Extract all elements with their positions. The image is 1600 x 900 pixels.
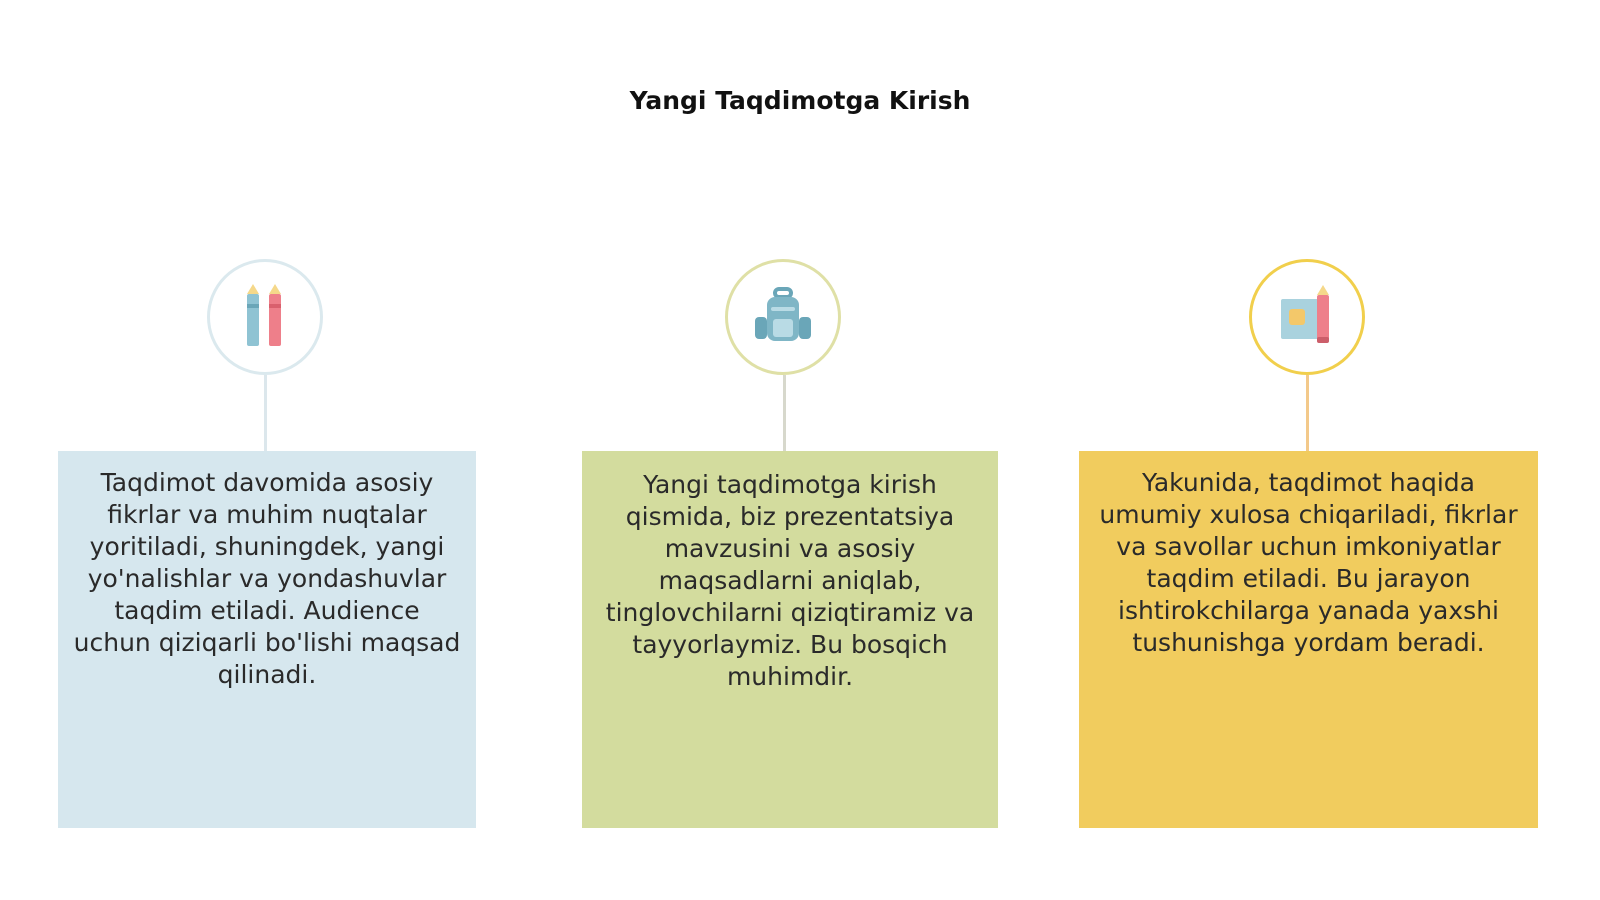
icon-circle-3 [1249,259,1365,375]
icon-circle-2 [725,259,841,375]
info-card-3 [1079,451,1538,828]
slide-title: Yangi Taqdimotga Kirish [629,86,971,115]
pencils-icon [235,282,295,352]
backpack-icon [751,285,815,349]
picture-pencil-icon [1277,285,1337,349]
card-text-2: Yangi taqdimotga kirish qismida, biz prezentatsiya mavzusini va asosiy maqsadlarni aniqlab, tinglovchilarni qiziqtiramiz va tayyorlaymiz. Bu bosqich muhimdir. [605,470,975,691]
connector-line-1 [264,375,267,451]
connector-line-2 [783,375,786,451]
info-card-1 [58,451,476,828]
connector-line-3 [1306,375,1309,451]
card-text-1: Taqdimot davomida asosiy fikrlar va muhim nuqtalar yoritiladi, shuningdek, yangi yo'nalishlar va yondashuvlar taqdim etiladi. Audience uchun qiziqarli bo'lishi maqsad qilinadi. [73,468,461,689]
info-card-2 [582,451,998,828]
card-text-3: Yakunida, taqdimot haqida umumiy xulosa chiqariladi, fikrlar va savollar uchun imkoniyatlar taqdim etiladi. Bu jarayon ishtirokchilarga yanada yaxshi tushunishga yordam beradi. [1099,468,1518,657]
icon-circle-1 [207,259,323,375]
